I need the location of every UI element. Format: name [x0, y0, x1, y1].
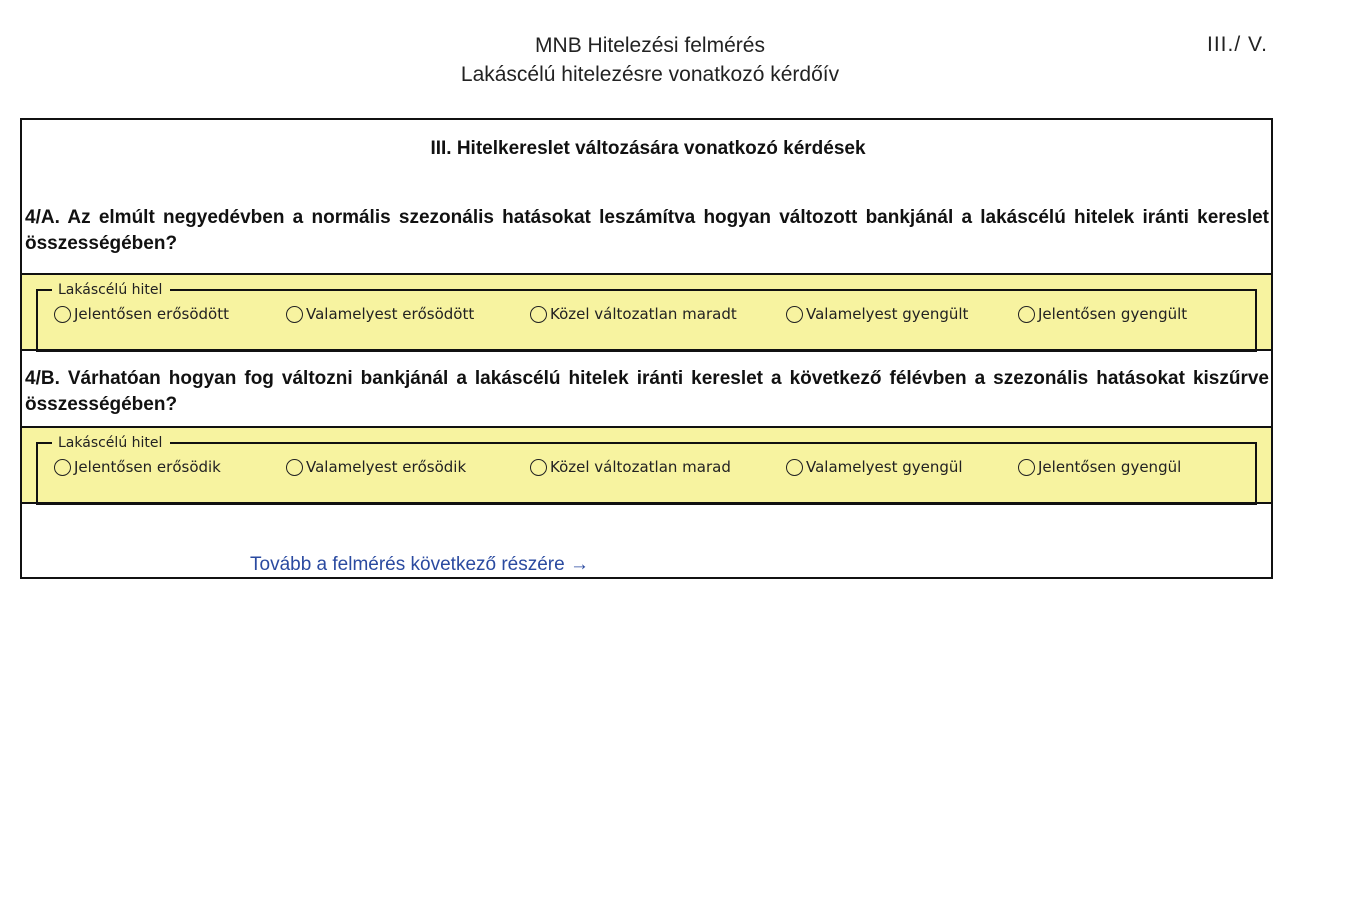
survey-title: MNB Hitelezési felmérés: [535, 34, 765, 57]
next-section-link[interactable]: Tovább a felmérés következő részére →: [250, 554, 589, 575]
radio-group-4b-label: Lakáscélú hitel: [52, 434, 170, 452]
radio-button[interactable]: [786, 306, 803, 323]
question-4b-text: 4/B. Várhatóan hogyan fog változni bankjánál a lakáscélú hitelek iránti kereslet a következő félévben a szezonális hatásokat kiszűrve összességében?: [25, 368, 1269, 415]
option-4a-4[interactable]: [786, 305, 968, 323]
radio-button[interactable]: [286, 306, 303, 323]
option-label: Jelentősen gyengül: [1038, 458, 1182, 476]
radio-button[interactable]: [286, 459, 303, 476]
option-label: Valamelyest erősödik: [306, 458, 467, 476]
option-4b-3[interactable]: [530, 458, 731, 476]
radio-button[interactable]: [1018, 306, 1035, 323]
option-label: Valamelyest gyengül: [806, 458, 963, 476]
question-4a-text: 4/A. Az elmúlt negyedévben a normális szezonális hatásokat leszámítva hogyan változott bankjánál a lakáscélú hitelek iránti kereslet összességében?: [25, 207, 1269, 254]
option-4b-2[interactable]: [286, 458, 466, 476]
radio-group-4a-label: Lakáscélú hitel: [52, 281, 170, 299]
answer-band-4a: [22, 273, 1271, 351]
option-label: Jelentősen erősödik: [74, 458, 221, 476]
option-label: Valamelyest erősödött: [306, 305, 475, 323]
radio-button[interactable]: [530, 306, 547, 323]
option-4b-4[interactable]: [786, 458, 963, 476]
survey-subtitle: Lakáscélú hitelezésre vonatkozó kérdőív: [460, 63, 840, 86]
option-label: Jelentősen erősödött: [74, 305, 229, 323]
option-4a-3[interactable]: [530, 305, 737, 323]
section-title: III. Hitelkereslet változására vonatkozó kérdések: [430, 138, 866, 159]
radio-button[interactable]: [1018, 459, 1035, 476]
option-4a-5[interactable]: [1018, 305, 1187, 323]
option-label: Valamelyest gyengült: [806, 305, 969, 323]
option-4b-5[interactable]: [1018, 458, 1181, 476]
radio-button[interactable]: [54, 459, 71, 476]
option-label: Közel változatlan marad: [550, 458, 731, 476]
answer-band-4b: [22, 426, 1271, 504]
radio-group-4a: [36, 282, 1257, 352]
radio-button[interactable]: [54, 306, 71, 323]
option-4a-1[interactable]: [54, 305, 229, 323]
page-indicator: III./ V.: [1207, 33, 1268, 56]
radio-button[interactable]: [786, 459, 803, 476]
questionnaire-frame: [20, 118, 1273, 579]
option-label: Közel változatlan maradt: [550, 305, 737, 323]
option-4b-1[interactable]: [54, 458, 221, 476]
radio-button[interactable]: [530, 459, 547, 476]
radio-group-4b: [36, 435, 1257, 505]
option-4a-2[interactable]: [286, 305, 474, 323]
option-label: Jelentősen gyengült: [1038, 305, 1188, 323]
